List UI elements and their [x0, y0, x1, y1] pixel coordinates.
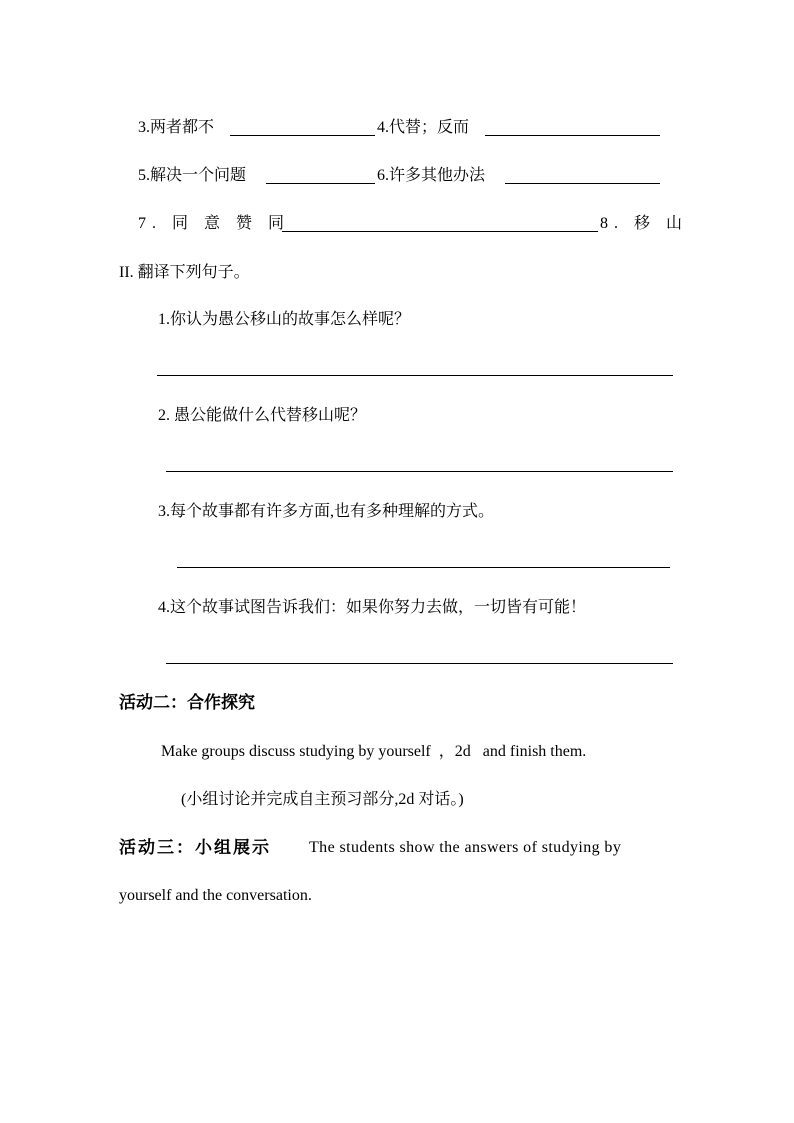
vocab-blank-7[interactable]	[282, 231, 598, 232]
vocab-blank-6[interactable]	[505, 183, 660, 184]
vocab-item-4: 4.代替；反而	[377, 119, 470, 136]
question-1: 1.你认为愚公移山的故事怎么样呢？	[158, 311, 411, 328]
activity-2-english: Make groups discuss studying by yourself ，2d and finish them.	[161, 743, 587, 760]
vocab-item-6: 6.许多其他办法	[377, 167, 486, 184]
question-2: 2. 愚公能做什么代替移山呢？	[158, 407, 367, 424]
answer-line-2[interactable]	[166, 471, 673, 472]
question-4: 4.这个故事试图告诉我们：如果你努力去做，一切皆有可能！	[158, 599, 587, 616]
answer-line-1[interactable]	[157, 375, 673, 376]
question-3: 3.每个故事都有许多方面,也有多种理解的方式。	[158, 503, 495, 520]
activity-3-english-line-1: The students show the answers of studying by	[309, 839, 622, 856]
activity-3-title: 活动三：小组展示	[119, 838, 271, 857]
answer-line-3[interactable]	[177, 567, 670, 568]
vocab-blank-3[interactable]	[230, 135, 375, 136]
vocab-blank-4[interactable]	[485, 135, 660, 136]
activity-2-title: 活动二：合作探究	[119, 693, 255, 712]
section-heading: II. 翻译下列句子。	[119, 264, 250, 281]
vocab-item-7: 7. 同 意 赞 同	[138, 215, 291, 232]
vocab-blank-5[interactable]	[266, 183, 375, 184]
activity-3-english-line-2: yourself and the conversation.	[119, 887, 312, 904]
vocab-item-8: 8. 移 山	[600, 215, 689, 232]
vocab-item-3: 3.两者都不	[138, 119, 215, 136]
answer-line-4[interactable]	[166, 663, 673, 664]
vocab-item-5: 5.解决一个问题	[138, 167, 247, 184]
activity-2-chinese: (小组讨论并完成自主预习部分,2d 对话。)	[181, 791, 464, 808]
